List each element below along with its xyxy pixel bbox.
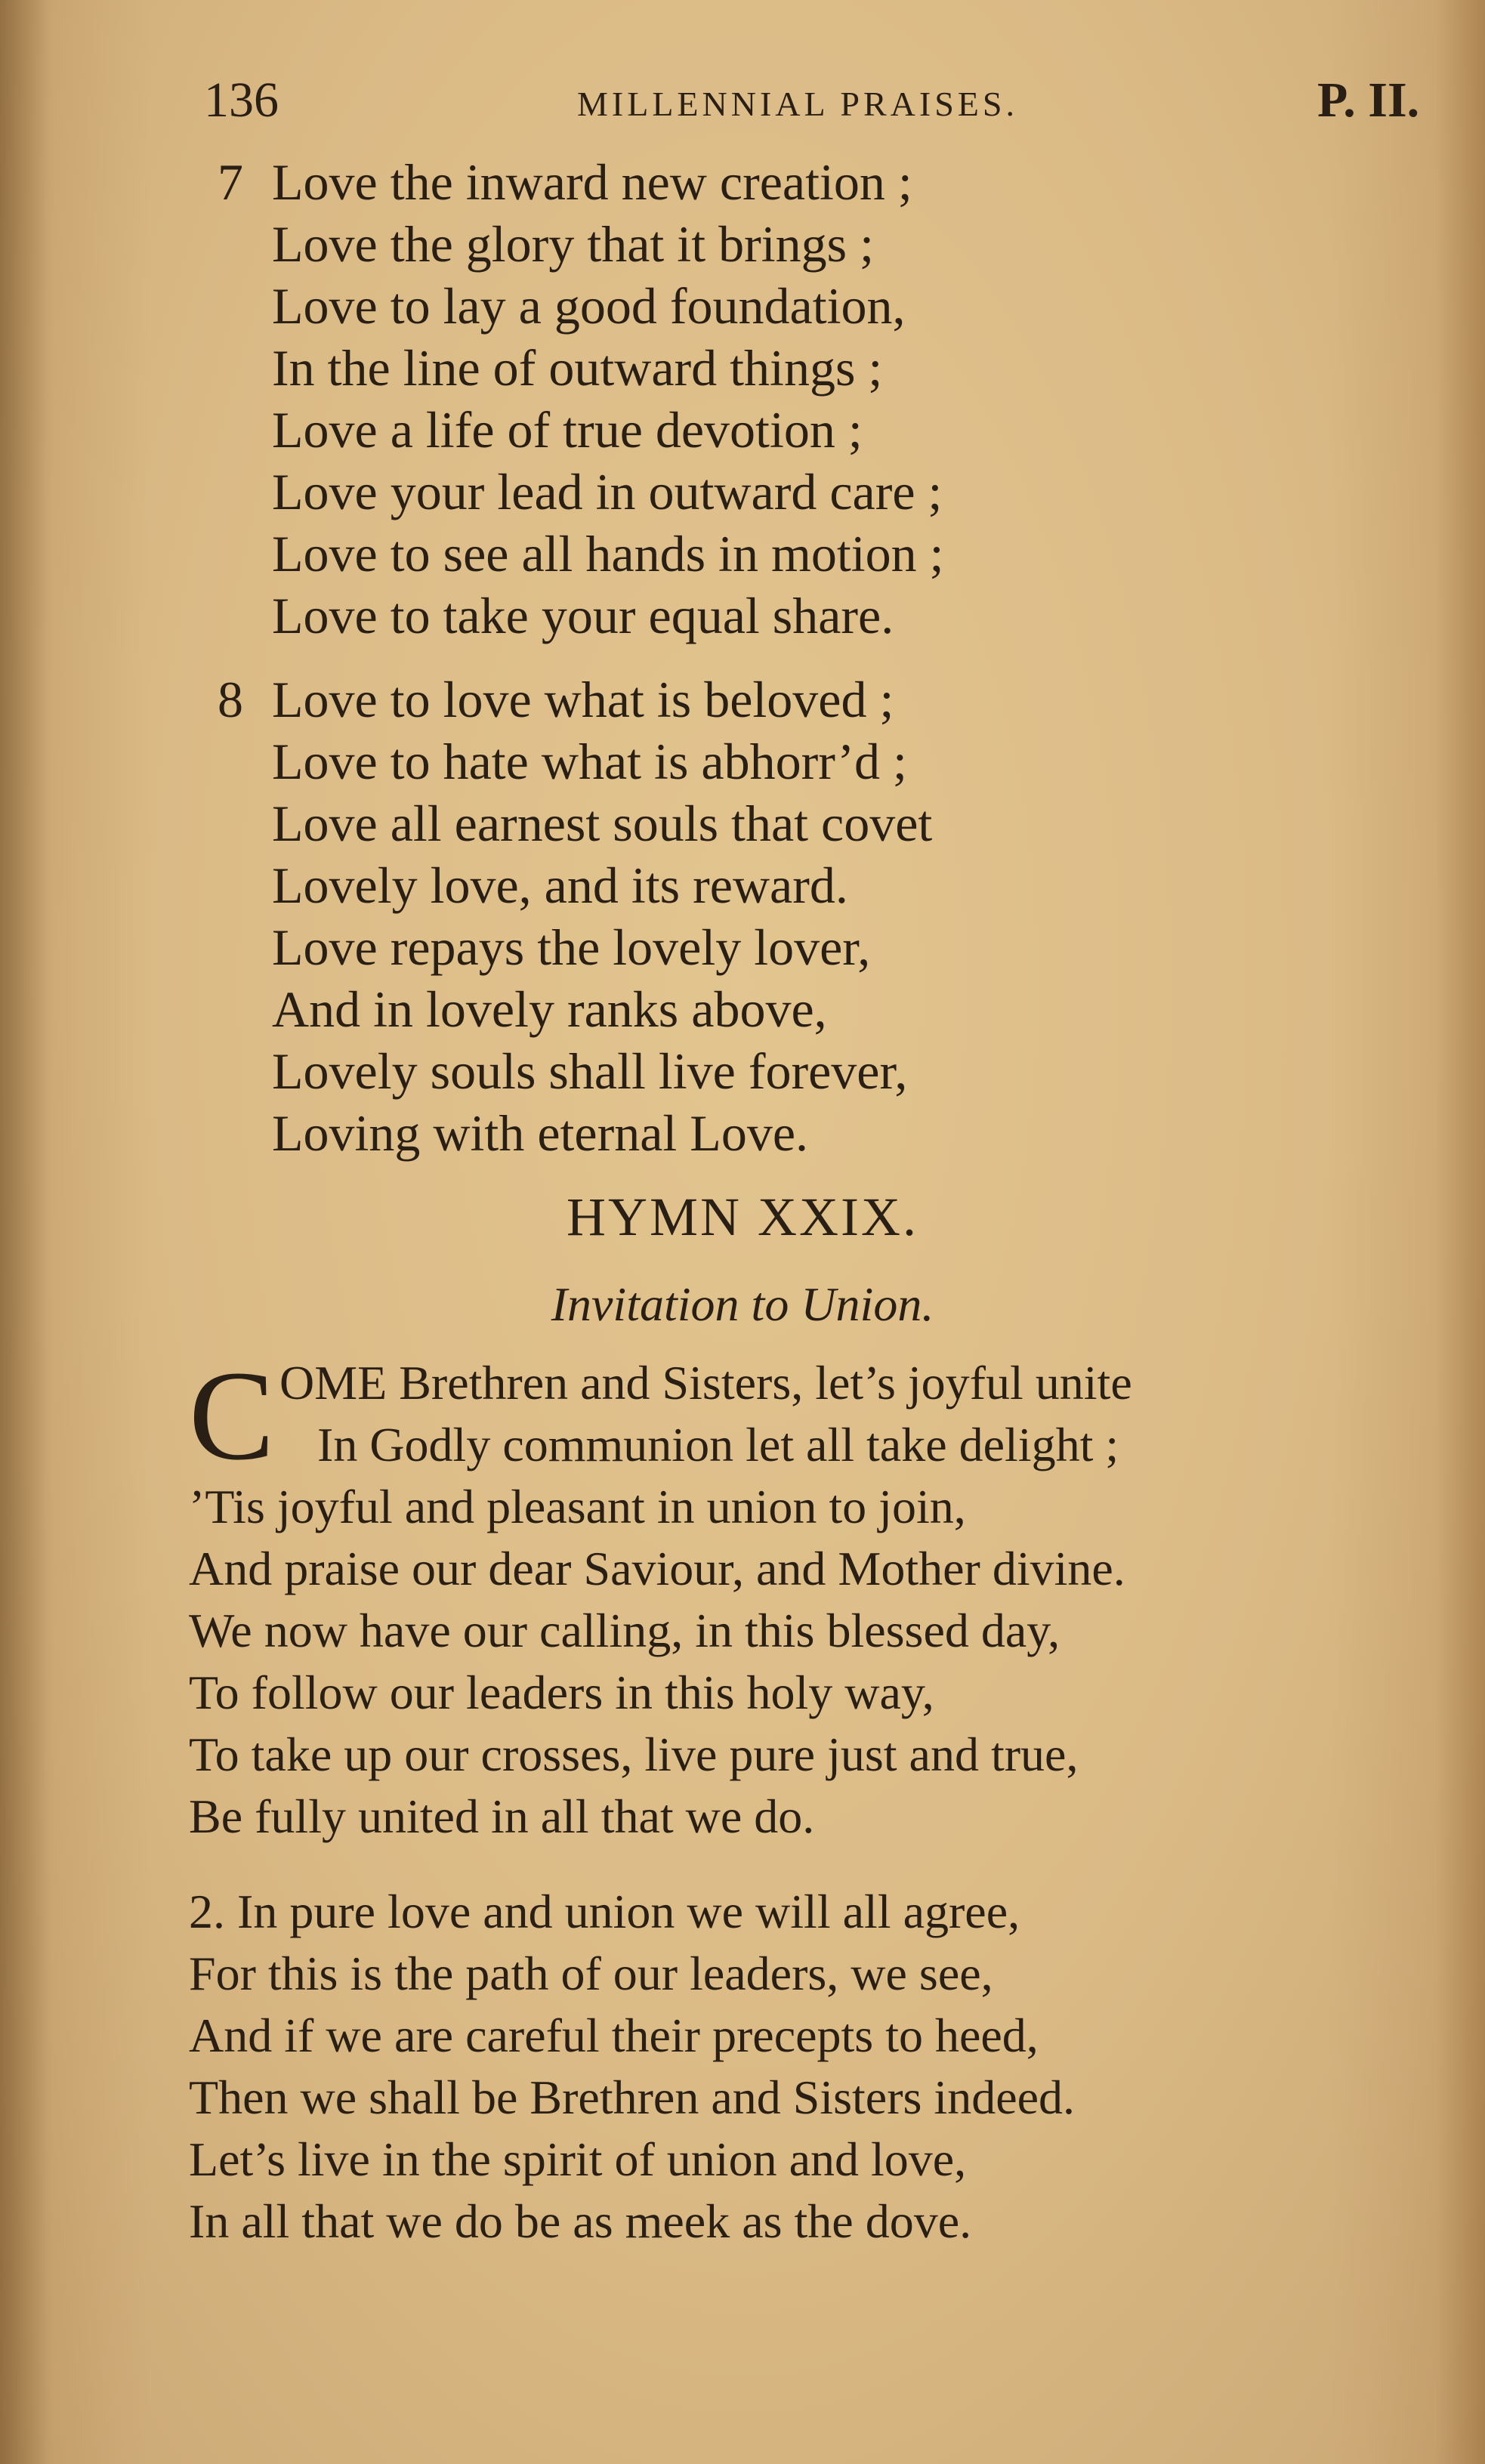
verse-line: For this is the path of our leaders, we see, (189, 1947, 993, 2000)
verse-line: In the line of outward things ; (272, 339, 883, 397)
stanza-7 (218, 151, 944, 647)
verse-line: 2. In pure love and union we will all agree, (189, 1885, 1020, 1938)
verse-line: Love to lay a good foundation, (272, 277, 906, 335)
verse-line: Loving with eternal Love. (272, 1104, 809, 1162)
verse-line-text: OME Brethren and Sisters, let’s joyful unite (279, 1356, 1132, 1410)
verse-line: And if we are careful their precepts to heed, (189, 2009, 1039, 2062)
verse-line: And in lovely ranks above, (272, 980, 827, 1038)
verse-line: Love the glory that it brings ; (272, 215, 874, 273)
verse-line: Love to hate what is abhorr’d ; (272, 733, 907, 790)
verse-line: Love to see all hands in motion ; (272, 525, 944, 582)
verse-line: ’Tis joyful and pleasant in union to join, (189, 1480, 966, 1533)
page-number: 136 (204, 73, 279, 128)
verse-line: To take up our crosses, live pure just and true, (189, 1728, 1079, 1781)
verse-line: Lovely love, and its reward. (272, 857, 848, 914)
hymn-verse-1 (189, 1345, 1132, 1848)
verse-line: Be fully united in all that we do. (189, 1789, 815, 1843)
hymn-title: HYMN XXIX. (567, 1187, 918, 1247)
drop-cap: C (189, 1345, 275, 1487)
verse-line: Let’s live in the spirit of union and love, (189, 2132, 967, 2186)
page-header (204, 72, 1485, 140)
verse-line: Love to take your equal share. (272, 587, 894, 644)
hymn-subtitle: Invitation to Union. (551, 1277, 934, 1331)
stanza-number: 7 (218, 153, 243, 211)
verse-line: Love the inward new creation ; (272, 153, 912, 211)
verse-line: Love a life of true devotion ; (272, 401, 863, 459)
verse-line: Love your lead in outward care ; (272, 463, 943, 520)
hymn-verse-2 (189, 1881, 1075, 2252)
verse-line: Love repays the lovely lover, (272, 919, 871, 976)
verse-line: In Godly communion let all take delight ; (317, 1418, 1119, 1471)
verse-line: To follow our leaders in this holy way, (189, 1666, 934, 1719)
verse-line: Then we shall be Brethren and Sisters indeed. (189, 2070, 1075, 2124)
verse-line: And praise our dear Saviour, and Mother divine. (189, 1542, 1125, 1595)
running-title: MILLENNIAL PRAISES. (577, 85, 1018, 123)
verse-line: In all that we do be as meek as the dove. (189, 2194, 972, 2248)
verse-line: Love to love what is beloved ; (272, 671, 894, 728)
verse-line: Love all earnest souls that covet (272, 795, 933, 852)
verse-line: Lovely souls shall live forever, (272, 1042, 908, 1100)
stanza-number: 8 (218, 671, 243, 728)
part-label: P. II. (1317, 73, 1420, 128)
verse-line: We now have our calling, in this blessed day, (189, 1604, 1060, 1657)
stanza-8 (218, 668, 933, 1164)
